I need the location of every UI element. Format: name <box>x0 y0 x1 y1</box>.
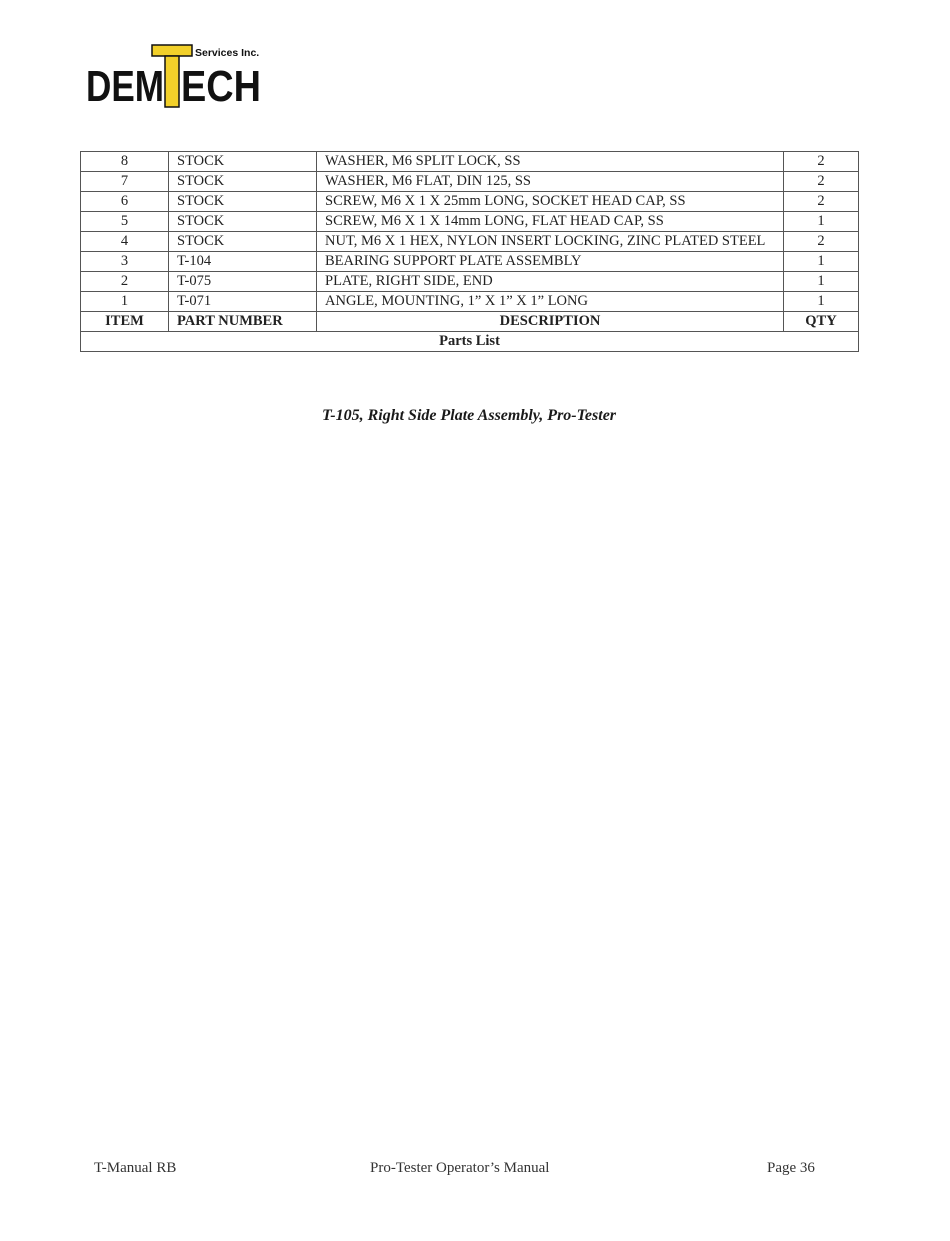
qty-cell: 2 <box>784 232 859 252</box>
table-caption: Parts List <box>81 332 859 352</box>
demtech-logo-graphic <box>86 43 266 109</box>
qty-cell: 1 <box>784 292 859 312</box>
table-row <box>81 192 859 212</box>
part-number-cell: T-075 <box>169 272 317 292</box>
item-cell: 1 <box>81 292 169 312</box>
table-caption-row <box>81 332 859 352</box>
qty-cell: 1 <box>784 252 859 272</box>
description-cell: SCREW, M6 X 1 X 25mm LONG, SOCKET HEAD CAP, SS <box>317 192 784 212</box>
table-row <box>81 252 859 272</box>
table-row <box>81 292 859 312</box>
header-part-number: PART NUMBER <box>169 312 317 332</box>
item-cell: 4 <box>81 232 169 252</box>
description-cell: ANGLE, MOUNTING, 1” X 1” X 1” LONG <box>317 292 784 312</box>
part-number-cell: STOCK <box>169 212 317 232</box>
part-number-cell: STOCK <box>169 152 317 172</box>
parts-list-table <box>80 151 859 352</box>
figure-title: T-105, Right Side Plate Assembly, Pro-Tester <box>321 407 617 424</box>
description-cell: WASHER, M6 SPLIT LOCK, SS <box>317 152 784 172</box>
qty-cell: 2 <box>784 152 859 172</box>
part-number-cell: STOCK <box>169 232 317 252</box>
item-cell: 7 <box>81 172 169 192</box>
qty-cell: 1 <box>784 272 859 292</box>
qty-cell: 2 <box>784 192 859 212</box>
logo-text-left: DEM <box>86 62 164 109</box>
logo-tagline: Services Inc. <box>195 47 260 59</box>
table-row <box>81 272 859 292</box>
demtech-logo <box>86 43 266 109</box>
item-cell: 2 <box>81 272 169 292</box>
qty-cell: 2 <box>784 172 859 192</box>
qty-cell: 1 <box>784 212 859 232</box>
description-cell: PLATE, RIGHT SIDE, END <box>317 272 784 292</box>
part-number-cell: T-104 <box>169 252 317 272</box>
footer-page-number: Page 36 <box>767 1160 815 1176</box>
item-cell: 6 <box>81 192 169 212</box>
table-header-row <box>81 312 859 332</box>
logo-t-stem <box>165 56 179 107</box>
header-qty: QTY <box>784 312 859 332</box>
item-cell: 5 <box>81 212 169 232</box>
table-row <box>81 212 859 232</box>
part-number-cell: T-071 <box>169 292 317 312</box>
footer-manual-id: T-Manual RB <box>94 1160 177 1176</box>
table-row <box>81 172 859 192</box>
description-cell: SCREW, M6 X 1 X 14mm LONG, FLAT HEAD CAP, SS <box>317 212 784 232</box>
item-cell: 8 <box>81 152 169 172</box>
header-description: DESCRIPTION <box>317 312 784 332</box>
header-item: ITEM <box>81 312 169 332</box>
logo-t-bar <box>152 45 192 56</box>
description-cell: NUT, M6 X 1 HEX, NYLON INSERT LOCKING, ZINC PLATED STEEL <box>317 232 784 252</box>
footer-manual-title: Pro-Tester Operator’s Manual <box>370 1160 550 1176</box>
logo-text-right: ECH <box>181 62 261 109</box>
table-row <box>81 152 859 172</box>
table-row <box>81 232 859 252</box>
description-cell: WASHER, M6 FLAT, DIN 125, SS <box>317 172 784 192</box>
item-cell: 3 <box>81 252 169 272</box>
part-number-cell: STOCK <box>169 192 317 212</box>
parts-table-body <box>81 152 859 352</box>
description-cell: BEARING SUPPORT PLATE ASSEMBLY <box>317 252 784 272</box>
part-number-cell: STOCK <box>169 172 317 192</box>
